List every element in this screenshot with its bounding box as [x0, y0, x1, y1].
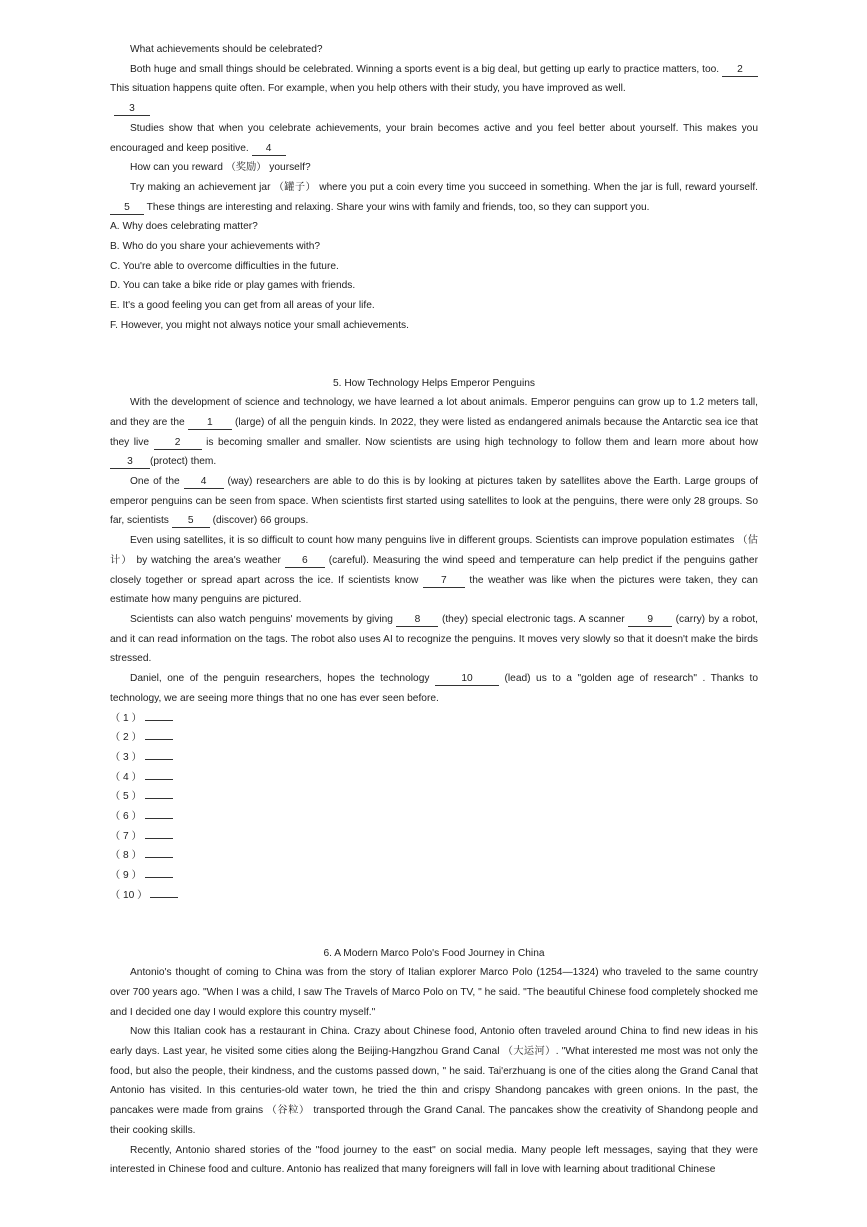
blank-9[interactable]: 9: [628, 614, 672, 627]
answer-line: （ 4 ）: [110, 768, 758, 788]
answer-list: [110, 709, 758, 906]
paragraph: Antonio's thought of coming to China was from the story of Italian explorer Marco Polo (1254—1324) who traveled to the same country over 700 years ago. "When I was a child, I saw The Travels of Marco Polo on TV, " he said. "The beautiful Chinese food completely shocked me and I decided one day I would explore this country myself.": [110, 967, 758, 1018]
question-heading: What achievements should be celebrated?: [130, 44, 323, 55]
blank-1[interactable]: 1: [188, 417, 232, 430]
option-a: A. Why does celebrating matter?: [110, 221, 258, 233]
section-title: 6. A Modern Marco Polo's Food Journey in China: [323, 947, 545, 959]
paragraph: [110, 99, 758, 119]
paragraph: Scientists can also watch penguins' movements by giving 8 (they) special electronic tags. A scanner 9 (carry) by a robot, and it can read information on the tags. The robot also uses AI to recognize the penguins. It moves very slowly so that it doesn't make the birds stressed.: [110, 613, 758, 665]
blank-6[interactable]: 6: [285, 555, 325, 568]
paragraph: One of the 4 (way) researchers are able to do this is by looking at pictures taken by satellites above the Earth. Large groups of emperor penguins can be seen from space. When scientists first started using satellites to look at the penguins, there were only 28 groups. So far, scientists 5 (discover) 66 groups.: [110, 476, 759, 527]
answer-blank[interactable]: [150, 897, 178, 898]
answer-line: （ 2 ）: [110, 728, 758, 748]
option-f: F. However, you might not always notice your small achievements.: [110, 319, 409, 331]
blank-3[interactable]: 3: [114, 103, 150, 116]
answer-blank[interactable]: [145, 818, 173, 819]
answer-line: （ 5 ）: [110, 787, 758, 807]
blank-5[interactable]: 5: [110, 202, 144, 215]
answer-blank[interactable]: [145, 739, 173, 740]
answer-line: （ 3 ）: [110, 748, 758, 768]
answer-line: （ 9 ）: [110, 866, 758, 886]
blank-2[interactable]: 2: [722, 64, 758, 77]
answer-blank[interactable]: [145, 857, 173, 858]
paragraph: With the development of science and technology, we have learned a lot about animals. Emperor penguins can grow up to 1.2 meters tall, and they are the 1 (large) of all the penguin kinds. In 2022, they were listed as endangered animals because the Antarctic sea ice that they live 2 is becoming smaller and smaller. Now scientists are using high technology to follow them and learn more about how 3 (protect) them.: [110, 397, 758, 468]
question-heading: How can you reward （奖励） yourself?: [130, 162, 311, 174]
answer-blank[interactable]: [145, 838, 173, 839]
document-page: [110, 40, 758, 1180]
paragraph: Studies show that when you celebrate achievements, your brain becomes active and you feel better about yourself. This makes you encouraged and keep positive. 4: [110, 122, 758, 154]
blank-10[interactable]: 10: [435, 673, 499, 686]
paragraph: Now this Italian cook has a restaurant in China. Crazy about Chinese food, Antonio often traveled around China to find new ideas in his early days. Last year, he visited some cities along the Beijing-Hangzhou Grand Canal （大运河）. "What interested me most was not only the food, but also the people, their kindness, and the customs passed down, " he said. Tai'erzhuang is one of the cities along the Grand Canal that Antonio has visited. In this centuries-old water town, he tried the thin and crispy Shandong pancakes with green onions. In the past, the pancakes were made from grains （谷粒） transported through the Grand Canal. The pancakes show the creativity of Shandong people and their cooking skills.: [110, 1026, 758, 1136]
option-e: E. It's a good feeling you can get from all areas of your life.: [110, 300, 375, 312]
blank-3[interactable]: 3: [110, 456, 150, 469]
answer-line: （ 1 ）: [110, 709, 758, 729]
blank-7[interactable]: 7: [423, 575, 465, 588]
answer-blank[interactable]: [145, 798, 173, 799]
answer-blank[interactable]: [145, 759, 173, 760]
blank-5[interactable]: 5: [172, 515, 210, 528]
paragraph: Try making an achievement jar （罐子） where you put a coin every time you succeed in something. When the jar is full, reward yourself. 5 These things are interesting and relaxing. Share your wins with family and friends, too, so they can support you.: [110, 178, 758, 217]
answer-line: （ 6 ）: [110, 807, 758, 827]
blank-4[interactable]: 4: [252, 143, 286, 156]
paragraph: Daniel, one of the penguin researchers, hopes the technology 10 (lead) us to a "golden age of research" . Thanks to technology, we are seeing more things that no one has ever seen before.: [110, 673, 758, 704]
paragraph: Even using satellites, it is so difficult to count how many penguins live in different groups. Scientists can improve population estimates （估计） by watching the area's weather 6 (careful). Measuring the wind speed and temperature can help predict if the penguins gather closely together or spread apart across the ice. If scientists know 7 the weather was like when the pictures were taken, they can estimate how many penguins are pictured.: [110, 535, 758, 606]
answer-line: （ 8 ）: [110, 846, 758, 866]
answer-blank[interactable]: [145, 877, 173, 878]
section-title: 5. How Technology Helps Emperor Penguins: [333, 377, 535, 389]
blank-8[interactable]: 8: [396, 614, 438, 627]
answer-line: （ 7 ）: [110, 827, 758, 847]
option-c: C. You're able to overcome difficulties in the future.: [110, 260, 339, 272]
option-b: B. Who do you share your achievements with?: [110, 241, 321, 253]
blank-2[interactable]: 2: [154, 437, 202, 450]
answer-blank[interactable]: [145, 779, 173, 780]
blank-4[interactable]: 4: [184, 476, 224, 489]
paragraph: Both huge and small things should be celebrated. Winning a sports event is a big deal, but getting up early to practice matters, too. 2 This situation happens quite often. For example, when you help others with their study, you have improved as well.: [110, 60, 758, 99]
answer-blank[interactable]: [145, 720, 173, 721]
answer-line: （ 10 ）: [110, 886, 758, 906]
paragraph: Recently, Antonio shared stories of the "food journey to the east" on social media. Many people left messages, saying that they were interested in Chinese food and culture. Antonio has realized that many foreigners will fall in love with learning about traditional Chinese: [110, 1144, 758, 1176]
option-d: D. You can take a bike ride or play games with friends.: [110, 280, 356, 292]
